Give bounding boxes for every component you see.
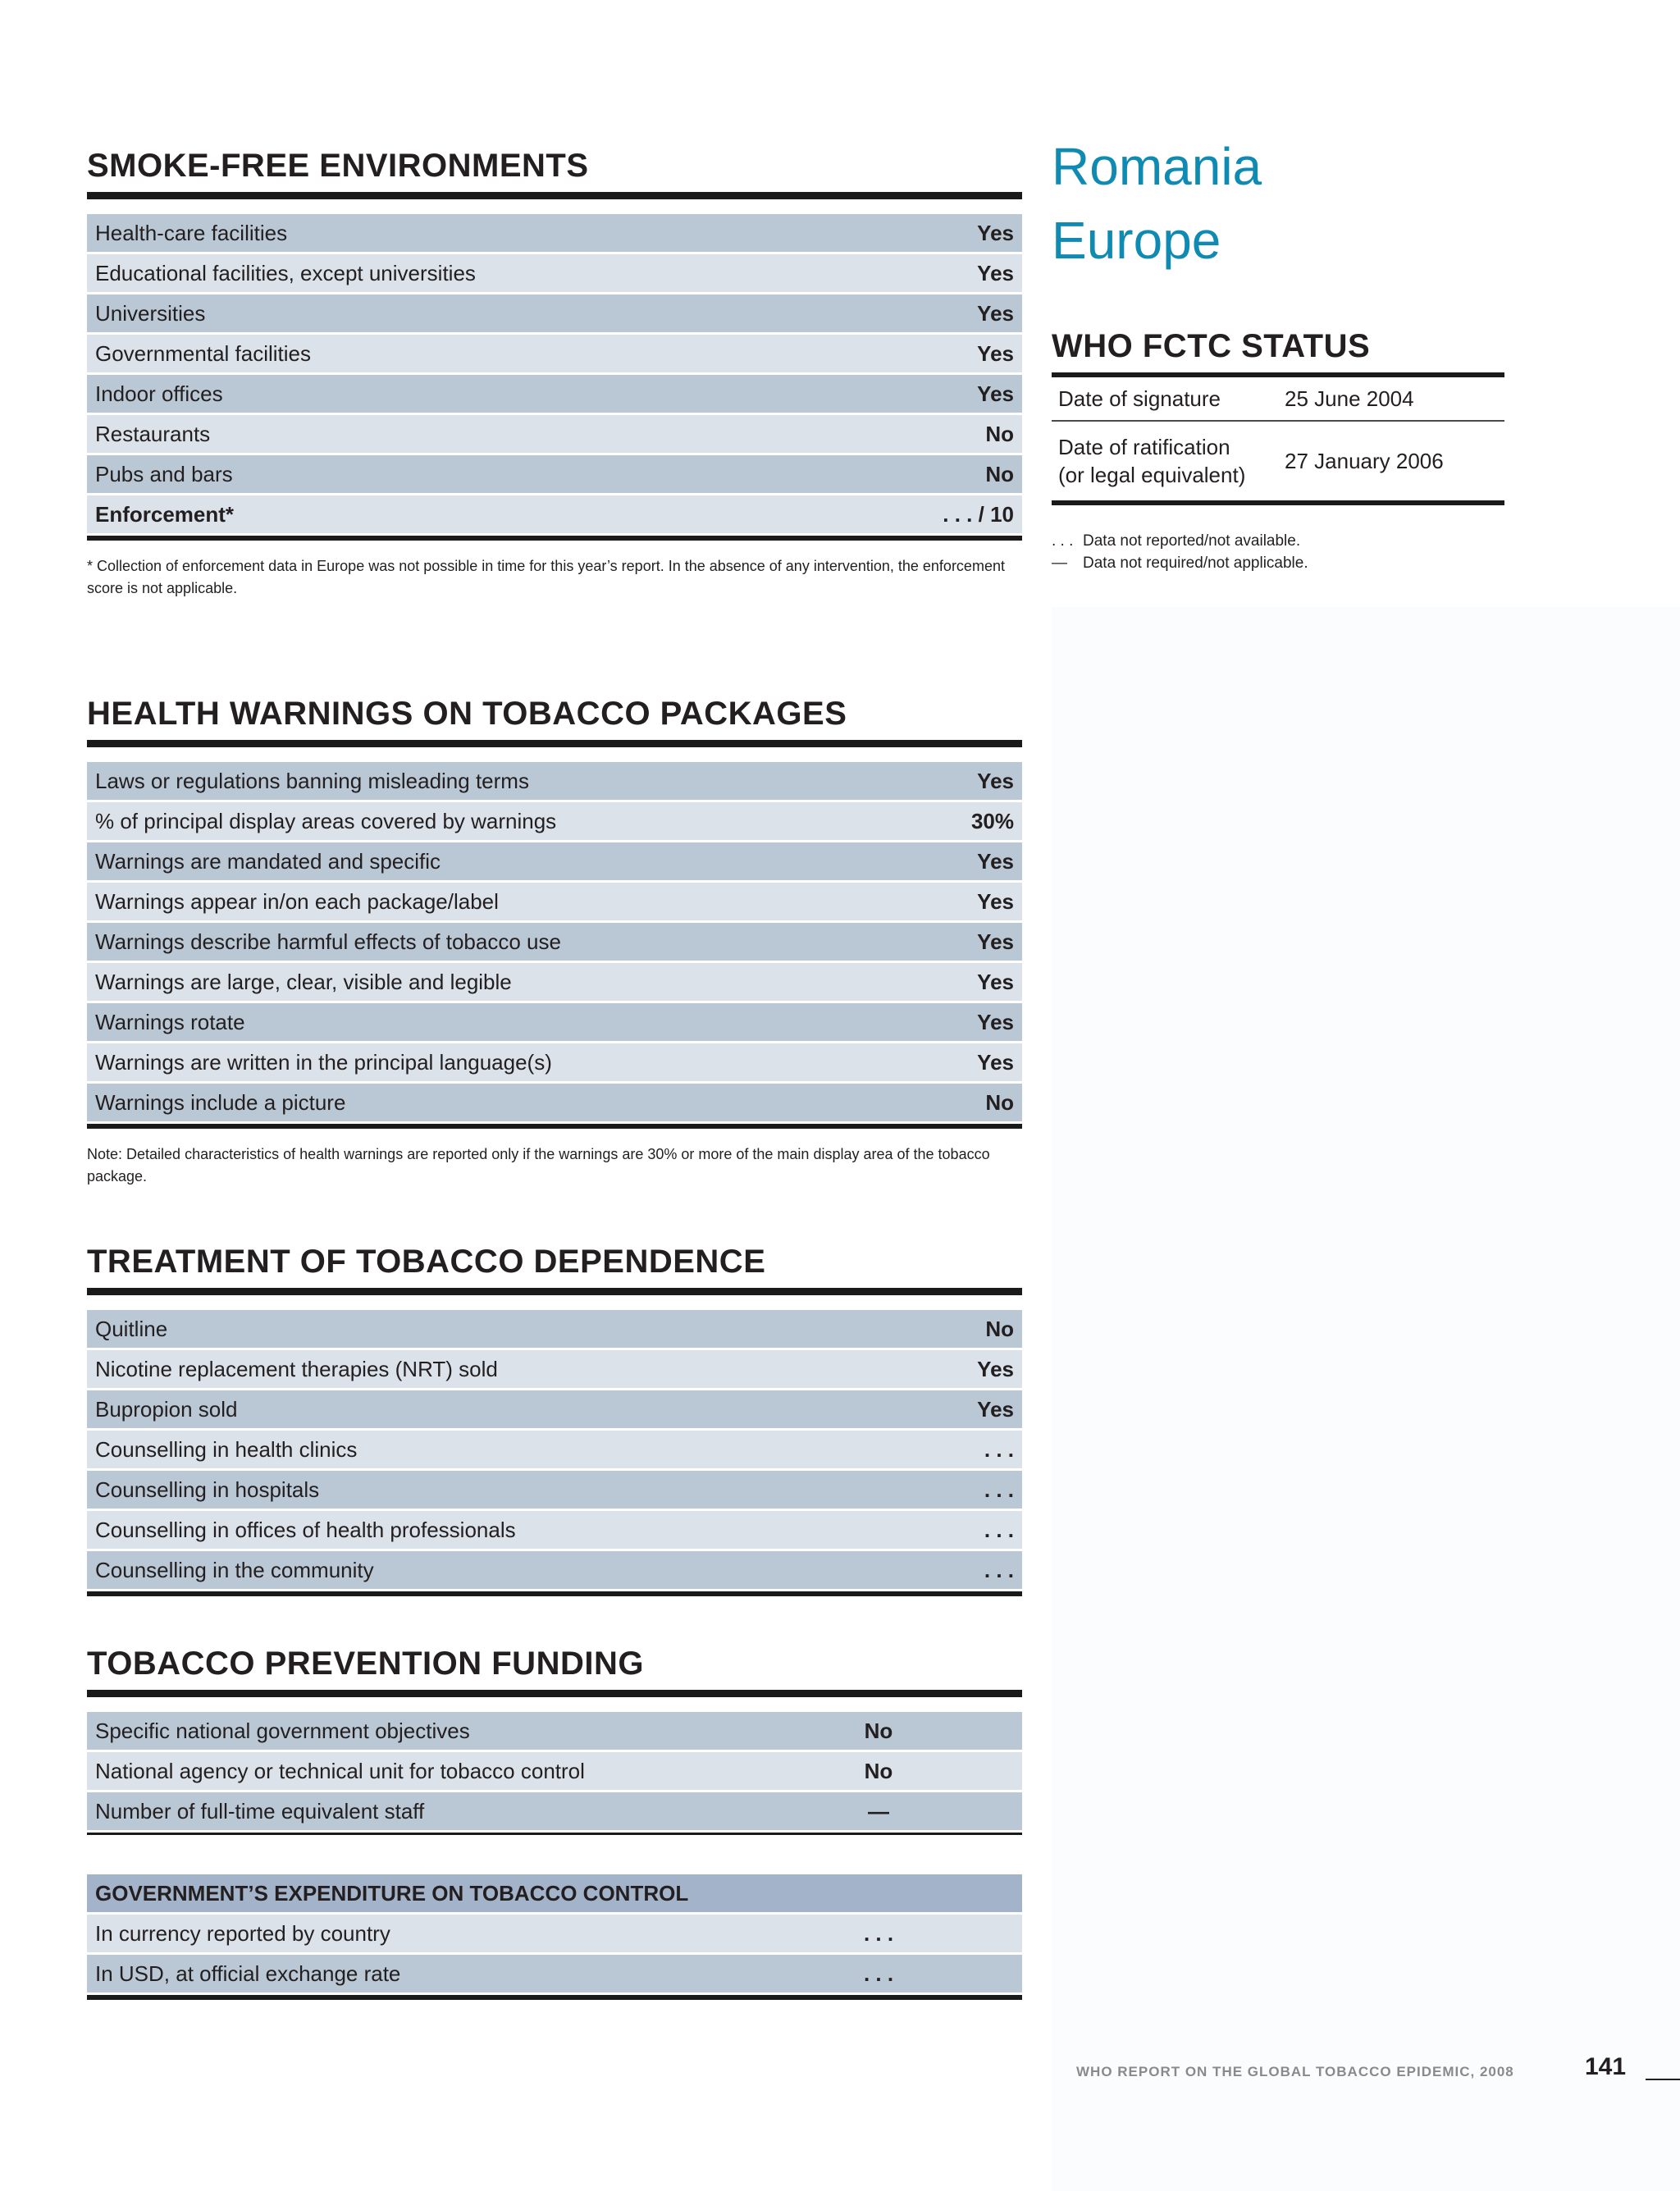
table-row bbox=[87, 762, 1022, 801]
table-row bbox=[1052, 421, 1504, 500]
row-value: Yes bbox=[858, 842, 1022, 882]
fctc-status-section bbox=[1052, 328, 1504, 505]
legend-item bbox=[1052, 552, 1308, 574]
ratification-label-line-1: Date of ratification bbox=[1058, 435, 1230, 459]
table-end-rule bbox=[1052, 500, 1504, 505]
table-row bbox=[87, 1510, 1022, 1550]
signature-value: 25 June 2004 bbox=[1278, 377, 1504, 421]
table-row bbox=[87, 1914, 1022, 1954]
row-value: . . . bbox=[858, 1510, 1022, 1550]
row-blank-cell bbox=[948, 1712, 1022, 1751]
table-row bbox=[87, 1470, 1022, 1510]
legend-text: Data not required/not applicable. bbox=[1083, 555, 1308, 572]
health-warnings-section bbox=[87, 696, 1022, 1188]
row-blank-cell bbox=[948, 1954, 1022, 1994]
row-label: Health-care facilities bbox=[87, 214, 858, 253]
table-end-rule bbox=[87, 536, 1022, 541]
row-label: Counselling in hospitals bbox=[87, 1470, 858, 1510]
table-row bbox=[1052, 377, 1504, 421]
health-warnings-title: HEALTH WARNINGS ON TOBACCO PACKAGES bbox=[87, 696, 1022, 747]
page-number-rule bbox=[1646, 2079, 1680, 2080]
table-end-rule bbox=[87, 1124, 1022, 1129]
ratification-label bbox=[1052, 421, 1278, 500]
table-row bbox=[87, 922, 1022, 962]
legend-symbol: . . . bbox=[1052, 532, 1074, 550]
table-row bbox=[87, 962, 1022, 1002]
table-end-rule bbox=[87, 1591, 1022, 1596]
row-blank-cell bbox=[948, 1914, 1022, 1954]
row-label: Counselling in health clinics bbox=[87, 1430, 858, 1470]
table-row bbox=[87, 842, 1022, 882]
row-label: Laws or regulations banning misleading terms bbox=[87, 762, 858, 801]
row-value: Yes bbox=[858, 1349, 1022, 1390]
table-row bbox=[87, 495, 1022, 535]
row-value: No bbox=[858, 454, 1022, 495]
table-row bbox=[87, 1390, 1022, 1430]
table-row bbox=[87, 414, 1022, 454]
row-value: Yes bbox=[858, 214, 1022, 253]
fctc-title: WHO FCTC STATUS bbox=[1052, 328, 1504, 377]
row-label: Restaurants bbox=[87, 414, 858, 454]
treatment-title: TREATMENT OF TOBACCO DEPENDENCE bbox=[87, 1244, 1022, 1295]
table-row bbox=[87, 801, 1022, 842]
table-row bbox=[87, 253, 1022, 294]
row-label: Enforcement* bbox=[87, 495, 858, 535]
row-label: Educational facilities, except universities bbox=[87, 253, 858, 294]
row-label: Universities bbox=[87, 294, 858, 334]
funding-table bbox=[87, 1712, 1022, 1833]
table-end-rule bbox=[87, 1995, 1022, 2000]
table-row bbox=[87, 1751, 1022, 1792]
table-row bbox=[87, 374, 1022, 414]
legend-item bbox=[1052, 530, 1308, 552]
row-label: Bupropion sold bbox=[87, 1390, 858, 1430]
row-value: Yes bbox=[858, 1390, 1022, 1430]
row-label: % of principal display areas covered by warnings bbox=[87, 801, 858, 842]
row-label: Pubs and bars bbox=[87, 454, 858, 495]
table-row bbox=[87, 1712, 1022, 1751]
row-value: Yes bbox=[858, 962, 1022, 1002]
row-value: . . . bbox=[809, 1914, 948, 1954]
row-value: . . . bbox=[858, 1430, 1022, 1470]
table-row bbox=[87, 454, 1022, 495]
row-value: Yes bbox=[858, 882, 1022, 922]
table-row bbox=[87, 1954, 1022, 1994]
row-label: Warnings are written in the principal language(s) bbox=[87, 1043, 858, 1083]
row-label: Nicotine replacement therapies (NRT) sold bbox=[87, 1349, 858, 1390]
treatment-section bbox=[87, 1244, 1022, 1596]
row-value: — bbox=[809, 1792, 948, 1832]
table-row bbox=[87, 1002, 1022, 1043]
row-label: Warnings are mandated and specific bbox=[87, 842, 858, 882]
row-label: Specific national government objectives bbox=[87, 1712, 809, 1751]
row-value: No bbox=[809, 1751, 948, 1792]
row-label: In USD, at official exchange rate bbox=[87, 1954, 809, 1994]
country-name: Romania bbox=[1052, 137, 1262, 196]
row-label: Counselling in the community bbox=[87, 1550, 858, 1591]
row-label: Warnings appear in/on each package/label bbox=[87, 882, 858, 922]
table-row bbox=[87, 1043, 1022, 1083]
row-value: Yes bbox=[858, 1002, 1022, 1043]
region-name: Europe bbox=[1052, 211, 1221, 270]
table-row bbox=[87, 1430, 1022, 1470]
row-value: . . . bbox=[858, 1550, 1022, 1591]
row-value: 30% bbox=[858, 801, 1022, 842]
country-heading bbox=[1052, 130, 1262, 277]
page-background-shade bbox=[1052, 607, 1680, 2191]
row-blank-cell bbox=[948, 1792, 1022, 1832]
row-value: Yes bbox=[858, 762, 1022, 801]
row-label: Warnings are large, clear, visible and legible bbox=[87, 962, 858, 1002]
table-row bbox=[87, 334, 1022, 374]
enforcement-footnote: * Collection of enforcement data in Europe was not possible in time for this year’s report. In the absence of any intervention, the enforcement score is not applicable. bbox=[87, 558, 1005, 596]
row-label: Indoor offices bbox=[87, 374, 858, 414]
row-value: . . . bbox=[809, 1954, 948, 1994]
funding-section bbox=[87, 1646, 1022, 2000]
table-row bbox=[87, 1349, 1022, 1390]
row-label: In currency reported by country bbox=[87, 1914, 809, 1954]
table-row bbox=[87, 1550, 1022, 1591]
row-value: Yes bbox=[858, 922, 1022, 962]
expenditure-title: GOVERNMENT’S EXPENDITURE ON TOBACCO CONTROL bbox=[87, 1874, 1022, 1914]
row-label: Counselling in offices of health professionals bbox=[87, 1510, 858, 1550]
row-label: Quitline bbox=[87, 1310, 858, 1349]
funding-title: TOBACCO PREVENTION FUNDING bbox=[87, 1646, 1022, 1697]
treatment-table bbox=[87, 1310, 1022, 1591]
table-row bbox=[87, 1310, 1022, 1349]
page-number: 141 bbox=[1585, 2053, 1627, 2080]
legend bbox=[1052, 530, 1308, 574]
row-value: Yes bbox=[858, 294, 1022, 334]
report-footer: WHO REPORT ON THE GLOBAL TOBACCO EPIDEMIC, 2008 bbox=[1076, 2064, 1514, 2079]
smoke-free-title: SMOKE-FREE ENVIRONMENTS bbox=[87, 148, 1022, 199]
row-value: No bbox=[858, 1083, 1022, 1123]
smoke-free-table bbox=[87, 214, 1022, 536]
signature-label: Date of signature bbox=[1052, 377, 1278, 421]
legend-text: Data not reported/not available. bbox=[1083, 532, 1301, 550]
row-value: . . . bbox=[858, 1470, 1022, 1510]
table-end-rule bbox=[87, 1833, 1022, 1835]
row-value: No bbox=[858, 1310, 1022, 1349]
row-label: Warnings rotate bbox=[87, 1002, 858, 1043]
row-value: No bbox=[858, 414, 1022, 454]
row-label: Governmental facilities bbox=[87, 334, 858, 374]
ratification-value: 27 January 2006 bbox=[1285, 449, 1444, 473]
row-blank-cell bbox=[948, 1751, 1022, 1792]
row-label: Warnings include a picture bbox=[87, 1083, 858, 1123]
legend-symbol: — bbox=[1052, 555, 1067, 572]
table-row bbox=[87, 1792, 1022, 1832]
row-value: No bbox=[809, 1712, 948, 1751]
expenditure-table bbox=[87, 1874, 1022, 1995]
table-row bbox=[87, 294, 1022, 334]
ratification-label-line-2: (or legal equivalent) bbox=[1058, 463, 1246, 487]
table-row bbox=[87, 214, 1022, 253]
row-value: . . . / 10 bbox=[858, 495, 1022, 535]
row-value: Yes bbox=[858, 1043, 1022, 1083]
row-label: Number of full-time equivalent staff bbox=[87, 1792, 809, 1832]
table-row bbox=[87, 882, 1022, 922]
row-label: Warnings describe harmful effects of tobacco use bbox=[87, 922, 858, 962]
smoke-free-section bbox=[87, 148, 1022, 600]
health-warnings-note: Note: Detailed characteristics of health warnings are reported only if the warnings are 30% or more of the main display area of the tobacco package. bbox=[87, 1146, 990, 1185]
row-value: Yes bbox=[858, 334, 1022, 374]
row-value: Yes bbox=[858, 253, 1022, 294]
table-header-row bbox=[87, 1874, 1022, 1914]
row-label: National agency or technical unit for tobacco control bbox=[87, 1751, 809, 1792]
fctc-table bbox=[1052, 377, 1504, 500]
row-value: Yes bbox=[858, 374, 1022, 414]
table-row bbox=[87, 1083, 1022, 1123]
health-warnings-table bbox=[87, 762, 1022, 1124]
